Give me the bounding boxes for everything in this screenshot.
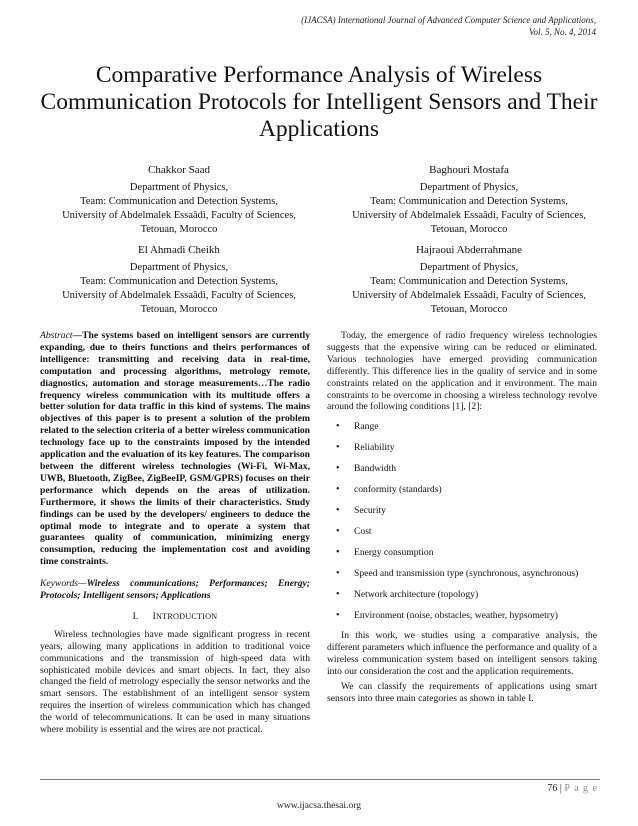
author-team: Team: Communication and Detection Systems, [370,196,568,207]
author-university: University of Abdelmalek Essaâdi, Faculty of Sciences, [62,210,296,221]
constraints-intro-paragraph: Today, the emergence of radio frequency wireless technologies suggests that the expensive wiring can be reduced or eliminated. Various technologies have emerged providing communication differently. This difference lies in the quality of service and in some constraints related on the application and it environment. The main constraints to be overcome in choosing a wireless technology revolve around the following conditions [1], [2]: [327,330,597,413]
bullet-icon: • [336,525,340,537]
author-name: Hajraoui Abderrahmane [416,244,522,256]
right-column [327,330,597,705]
bullet-icon: • [336,567,340,579]
bullet-icon: • [336,421,340,433]
list-item: • Speed and transmission type (synchronous, asynchronous) [336,567,579,579]
journal-website: www.ijacsa.thesai.org [276,800,362,811]
bullet-icon: • [336,463,340,475]
abstract-text: —The systems based on intelligent sensors are currently expanding, due to theirs functions and theirs performances of intelligence: transmitting and receiving data in real-time, computation and processing algorithms, metrology remote, diagnostics, automation and storage measurements…The radio frequency wireless communication with its multitude offers a better solution for data traffic in this kind of systems. The mains objectives of this paper is to present a solution of the problem related to the selection criteria of a better wireless communication technology face up to the constraints imposed by the intended application and the evaluation of its key features. The comparison between the different wireless technologies (Wi-Fi, Wi-Max, UWB, Bluetooth, ZigBee, ZigBeeIP, GSM/GPRS) focuses on their performance which depends on the areas of utilization. Furthermore, it shows the limits of their characteristics. Study findings can be used by the developers/ engineers to deduce the optimal mode to integrate and to operate a system that guarantees quality of communication, minimizing energy consumption, reducing the implementation cost and avoiding time constraints. [40,330,310,568]
section-number: I. [132,610,139,622]
author-department: Department of Physics, [129,182,229,193]
author-city: Tetouan, Morocco [140,224,218,235]
author-team: Team: Communication and Detection Systems, [370,276,568,287]
list-item: • Network architecture (topology) [336,588,479,600]
conditions-list [327,421,597,621]
bullet-icon: • [336,546,340,558]
list-item: • Cost [336,525,372,537]
abstract [40,330,310,568]
paper-title: Comparative Performance Analysis of Wireless Communication Protocols for Intelligent Sensors and Their Applications [40,62,598,142]
author-university: University of Abdelmalek Essaâdi, Faculty of Sciences, [352,210,586,221]
bullet-icon: • [336,609,340,621]
author-department: Department of Physics, [419,262,519,273]
author-name: Baghouri Mostafa [429,164,509,176]
list-item: • Environment (noise, obstacles, weather, hypsometry) [336,609,558,621]
footer-divider [40,779,600,780]
author-row [44,243,604,317]
author-city: Tetouan, Morocco [430,224,508,235]
list-item: • Bandwidth [336,463,397,475]
author-university: University of Abdelmalek Essaâdi, Faculty of Sciences, [352,290,586,301]
keywords [40,578,310,602]
left-column [40,330,310,736]
journal-name: (IJACSA) International Journal of Advanced Computer Science and Applications, [301,15,596,25]
bullet-icon: • [336,442,340,454]
author-name: El Ahmadi Cheikh [138,244,220,256]
section-title-initial: I [152,610,157,622]
author-team: Team: Communication and Detection Systems, [80,196,278,207]
work-description-paragraph: In this work, we studies using a comparative analysis, the different parameters which influence the performance and quality of a wireless communication system based on intelligent sensors taking into our consideration the cost and the application requirements. [327,630,597,678]
section-title-rest: NTRODUCTION [156,611,218,621]
page-word: P a g e [564,783,598,794]
bullet-icon: • [336,504,340,516]
keywords-label: Keywords— [40,578,87,590]
page-separator: | [557,783,565,794]
author-name: Chakkor Saad [147,164,210,176]
classification-paragraph: We can classify the requirements of applications using smart sensors into three main categories as shown in table I. [327,681,597,704]
journal-volume: Vol. 5, No. 4, 2014 [528,27,596,37]
list-item: • Security [336,504,386,516]
author-department: Department of Physics, [419,182,519,193]
author-block [334,163,604,237]
section-heading-introduction [40,611,310,623]
journal-header [196,14,596,38]
keywords-text: Wireless communications; Performances; Energy; Protocols; Intelligent sensors; Applications [40,578,310,602]
author-block [334,243,604,317]
bullet-icon: • [336,588,340,600]
author-city: Tetouan, Morocco [430,304,508,315]
bullet-icon: • [336,484,340,496]
page-number [547,783,598,794]
list-item: • Energy consumption [336,546,434,558]
author-block [44,243,314,317]
author-team: Team: Communication and Detection Systems, [80,276,278,287]
list-item: • conformity (standards) [336,484,442,496]
introduction-paragraph: Wireless technologies have made significant progress in recent years, allowing many applications in addition to traditional voice communications and the transmission of high-speed data with sophisticated mobile devices and smart objects. In fact, they also changed the field of metrology especially the sensor networks and the smart sensors. The establishment of an intelligent sensor system requires the insertion of wireless communication which has changed the world of telecommunications. It can be used in many situations where mobility is essential and the wires are not practical. [40,628,310,736]
author-university: University of Abdelmalek Essaâdi, Faculty of Sciences, [62,290,296,301]
author-block [44,163,314,237]
abstract-label: Abstract [40,330,73,341]
author-city: Tetouan, Morocco [140,304,218,315]
page-number-value: 76 [547,783,558,794]
author-department: Department of Physics, [129,262,229,273]
list-item: • Range [336,421,379,433]
list-item: • Reliability [336,442,395,454]
author-row [44,163,604,237]
